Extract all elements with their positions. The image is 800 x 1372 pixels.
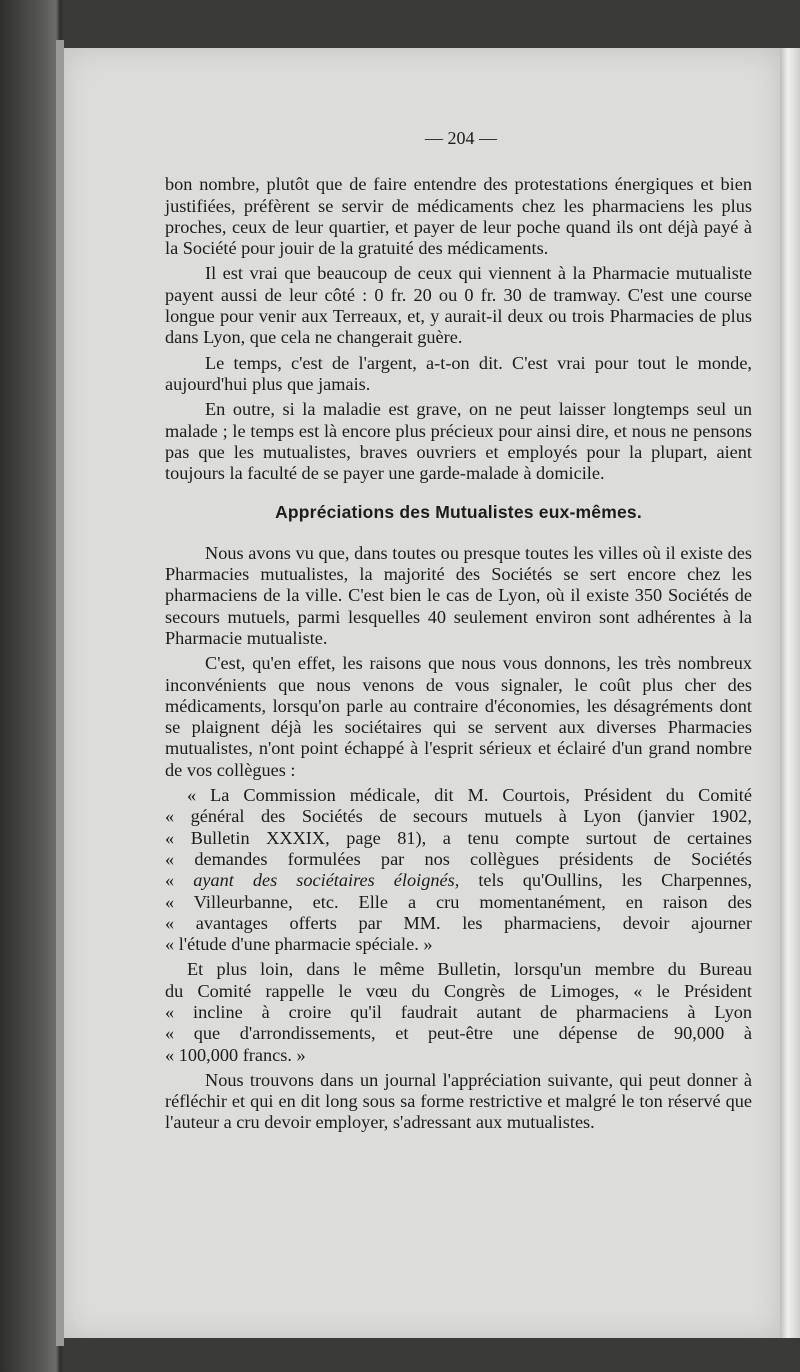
quote-line: « que d'arrondissements, et peut-être une dépense de 90,000 à <box>165 1023 752 1044</box>
quote-line: du Comité rappelle le vœu du Congrès de Limoges, « le Président <box>165 980 752 1001</box>
paragraph: Nous trouvons dans un journal l'appréciation suivante, qui peut donner à réfléchir et qui en dit long sous sa forme restrictive et malgré le ton réservé que l'auteur a cru devoir employer, s'adressant aux mutualistes. <box>165 1069 752 1133</box>
quote-line-prefix: « <box>165 870 194 891</box>
quotation-bulletin <box>165 959 752 1065</box>
quote-line: « incline à croire qu'il faudrait autant de pharmaciens à Lyon <box>165 1001 752 1022</box>
quote-italic-text: ayant des sociétaires éloignés, <box>193 870 460 891</box>
paragraph: bon nombre, plutôt que de faire entendre des protestations énergiques et bien justifiées, préfèrent se servir de médicaments chez les pharmaciens les plus proches, ceux de leur quartier, et payer de leur poche quand ils ont déjà payé à la Société pour jouir de la gratuité des médicaments. <box>165 174 752 259</box>
quote-line: « l'étude d'une pharmacie spéciale. » <box>165 934 433 955</box>
paragraph: Le temps, c'est de l'argent, a-t-on dit. C'est vrai pour tout le monde, aujourd'hui plus que jamais. <box>165 352 752 394</box>
next-page-edge <box>780 48 800 1338</box>
quote-line: « avantages offerts par MM. les pharmaciens, devoir ajourner <box>165 912 752 933</box>
quote-line: Et plus loin, dans le même Bulletin, lorsqu'un membre du Bureau <box>187 959 752 980</box>
paragraph: En outre, si la maladie est grave, on ne peut laisser longtemps seul un malade ; le temps est là encore plus précieux pour ainsi dire, et nous ne pensons pas que les mutualistes, braves ouvriers et employés pour la plupart, aient toujours la faculté de se payer une garde-malade à domicile. <box>165 399 752 484</box>
quote-line-suffix: tels qu'Oullins, les Charpennes, <box>459 870 753 891</box>
quote-line: « Bulletin XXXIX, page 81), a tenu compte surtout de certaines <box>165 827 752 848</box>
paragraph: Nous avons vu que, dans toutes ou presque toutes les villes où il existe des Pharmacies mutualistes, la majorité des Sociétés se sert encore chez les pharmaciens de la ville. C'est bien le cas de Lyon, où il existe 350 Sociétés de secours mutuels, parmi lesquelles 40 seulement environ sont adhérentes à la Pharmacie mutualiste. <box>165 542 752 648</box>
quote-line: « 100,000 francs. » <box>165 1044 306 1065</box>
paragraph: C'est, qu'en effet, les raisons que nous vous donnons, les très nombreux inconvénients que nous venons de vous signaler, le coût plus cher des médicaments, lorsqu'on parle au contraire d'économies, les désagréments dont se plaignent déjà les sociétaires qui se servent aux diverses Pharmacies mutualistes, n'ont point échappé à l'esprit sérieux et éclairé d'un grand nombre de vos collègues : <box>165 653 752 780</box>
page-number: — 204 — <box>425 128 497 148</box>
quote-line: « Villeurbanne, etc. Elle a cru momentanément, en raison des <box>165 891 752 912</box>
quote-line: « La Commission médicale, dit M. Courtois, Président du Comité <box>187 785 752 806</box>
quote-line: « demandes formulées par nos collègues présidents de Sociétés <box>165 848 752 869</box>
paragraph: Il est vrai que beaucoup de ceux qui viennent à la Pharmacie mutualiste payent aussi de leur côté : 0 fr. 20 ou 0 fr. 30 de tramway. C'est une course longue pour venir aux Terreaux, et, y aurait-il deux ou trois Pharmacies de plus dans Lyon, que cela ne changerait guère. <box>165 263 752 348</box>
quotation-courtois <box>165 785 752 955</box>
section-heading: Appréciations des Mutualistes eux-mêmes. <box>275 502 642 523</box>
quote-line <box>165 870 752 891</box>
page-content <box>165 128 752 1138</box>
quote-line: « général des Sociétés de secours mutuels à Lyon (janvier 1902, <box>165 806 752 827</box>
book-binding <box>56 40 64 1346</box>
